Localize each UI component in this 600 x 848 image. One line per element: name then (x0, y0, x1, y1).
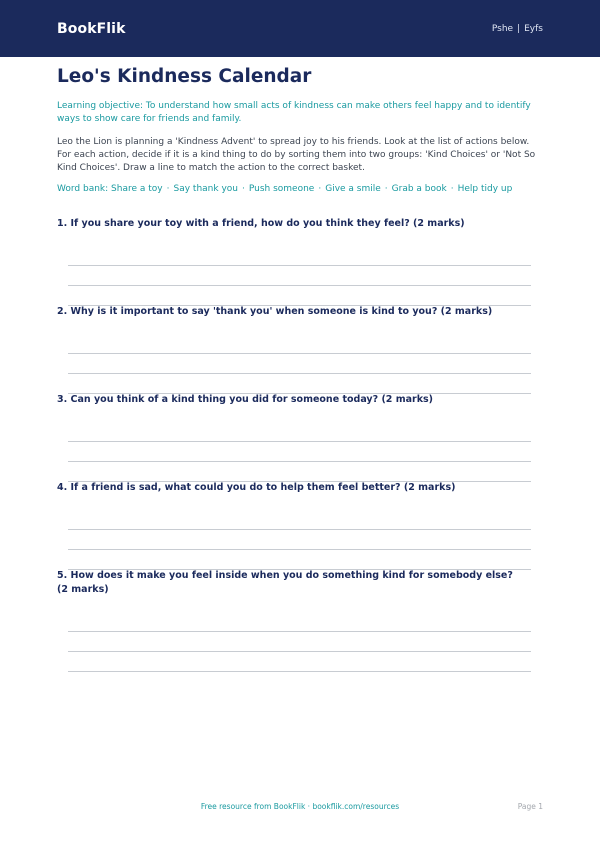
footer-credit[interactable]: Free resource from BookFlik · bookflik.com/resources (200, 802, 400, 811)
word-bank-separator: · (318, 184, 322, 194)
answer-line[interactable] (68, 671, 531, 672)
word-bank-separator: · (384, 184, 388, 194)
question-5: 5. How does it make you feel inside when you do something kind for somebody else? (2 marks) (57, 570, 513, 595)
word-bank-item: Give a smile (325, 184, 381, 194)
question-4: 4. If a friend is sad, what could you do to help them feel better? (2 marks) (57, 482, 456, 493)
word-bank-separator: · (450, 184, 454, 194)
word-bank-item: Say thank you (173, 184, 238, 194)
answer-line[interactable] (68, 631, 531, 632)
word-bank-item: Help tidy up (457, 184, 513, 194)
word-bank-label: Word bank: (57, 184, 109, 194)
worksheet-intro (57, 66, 543, 195)
word-bank (57, 183, 543, 195)
answer-line[interactable] (68, 461, 531, 462)
question-1: 1. If you share your toy with a friend, how do you think they feel? (2 marks) (57, 218, 465, 229)
word-bank-separator: · (166, 184, 170, 194)
page-number: Page 1 (517, 802, 543, 811)
subject-tags (492, 24, 543, 34)
instructions: Leo the Lion is planning a 'Kindness Advent' to spread joy to his friends. Look at the list of actions below. For each action, decide if it is a kind thing to do by sorting them into two groups: 'Kind Choices' or 'Not So Kind Choices'. Draw a line to match the action to the correct basket. (57, 137, 536, 173)
word-bank-item: Share a toy (111, 184, 163, 194)
brand-logo[interactable]: BookFlik (57, 20, 126, 37)
answer-line[interactable] (68, 441, 531, 442)
answer-line[interactable] (68, 549, 531, 550)
answer-line[interactable] (68, 373, 531, 374)
answer-line[interactable] (68, 529, 531, 530)
answer-line[interactable] (68, 285, 531, 286)
answer-line[interactable] (68, 265, 531, 266)
tag-separator: | (517, 23, 521, 34)
answer-line[interactable] (68, 651, 531, 652)
stage-tag: Eyfs (524, 23, 543, 34)
word-bank-separator: · (241, 184, 245, 194)
page-title: Leo's Kindness Calendar (57, 66, 312, 87)
word-bank-item: Grab a book (391, 184, 447, 194)
page-header (0, 0, 600, 57)
word-bank-item: Push someone (248, 184, 315, 194)
learning-objective: Learning objective: To understand how small acts of kindness can make others feel happy and to identify ways to show care for friends and family. (57, 101, 531, 124)
question-3: 3. Can you think of a kind thing you did for someone today? (2 marks) (57, 394, 434, 405)
question-2: 2. Why is it important to say 'thank you' when someone is kind to you? (2 marks) (57, 306, 493, 317)
answer-line[interactable] (68, 353, 531, 354)
subject-tag: Pshe (491, 23, 514, 34)
